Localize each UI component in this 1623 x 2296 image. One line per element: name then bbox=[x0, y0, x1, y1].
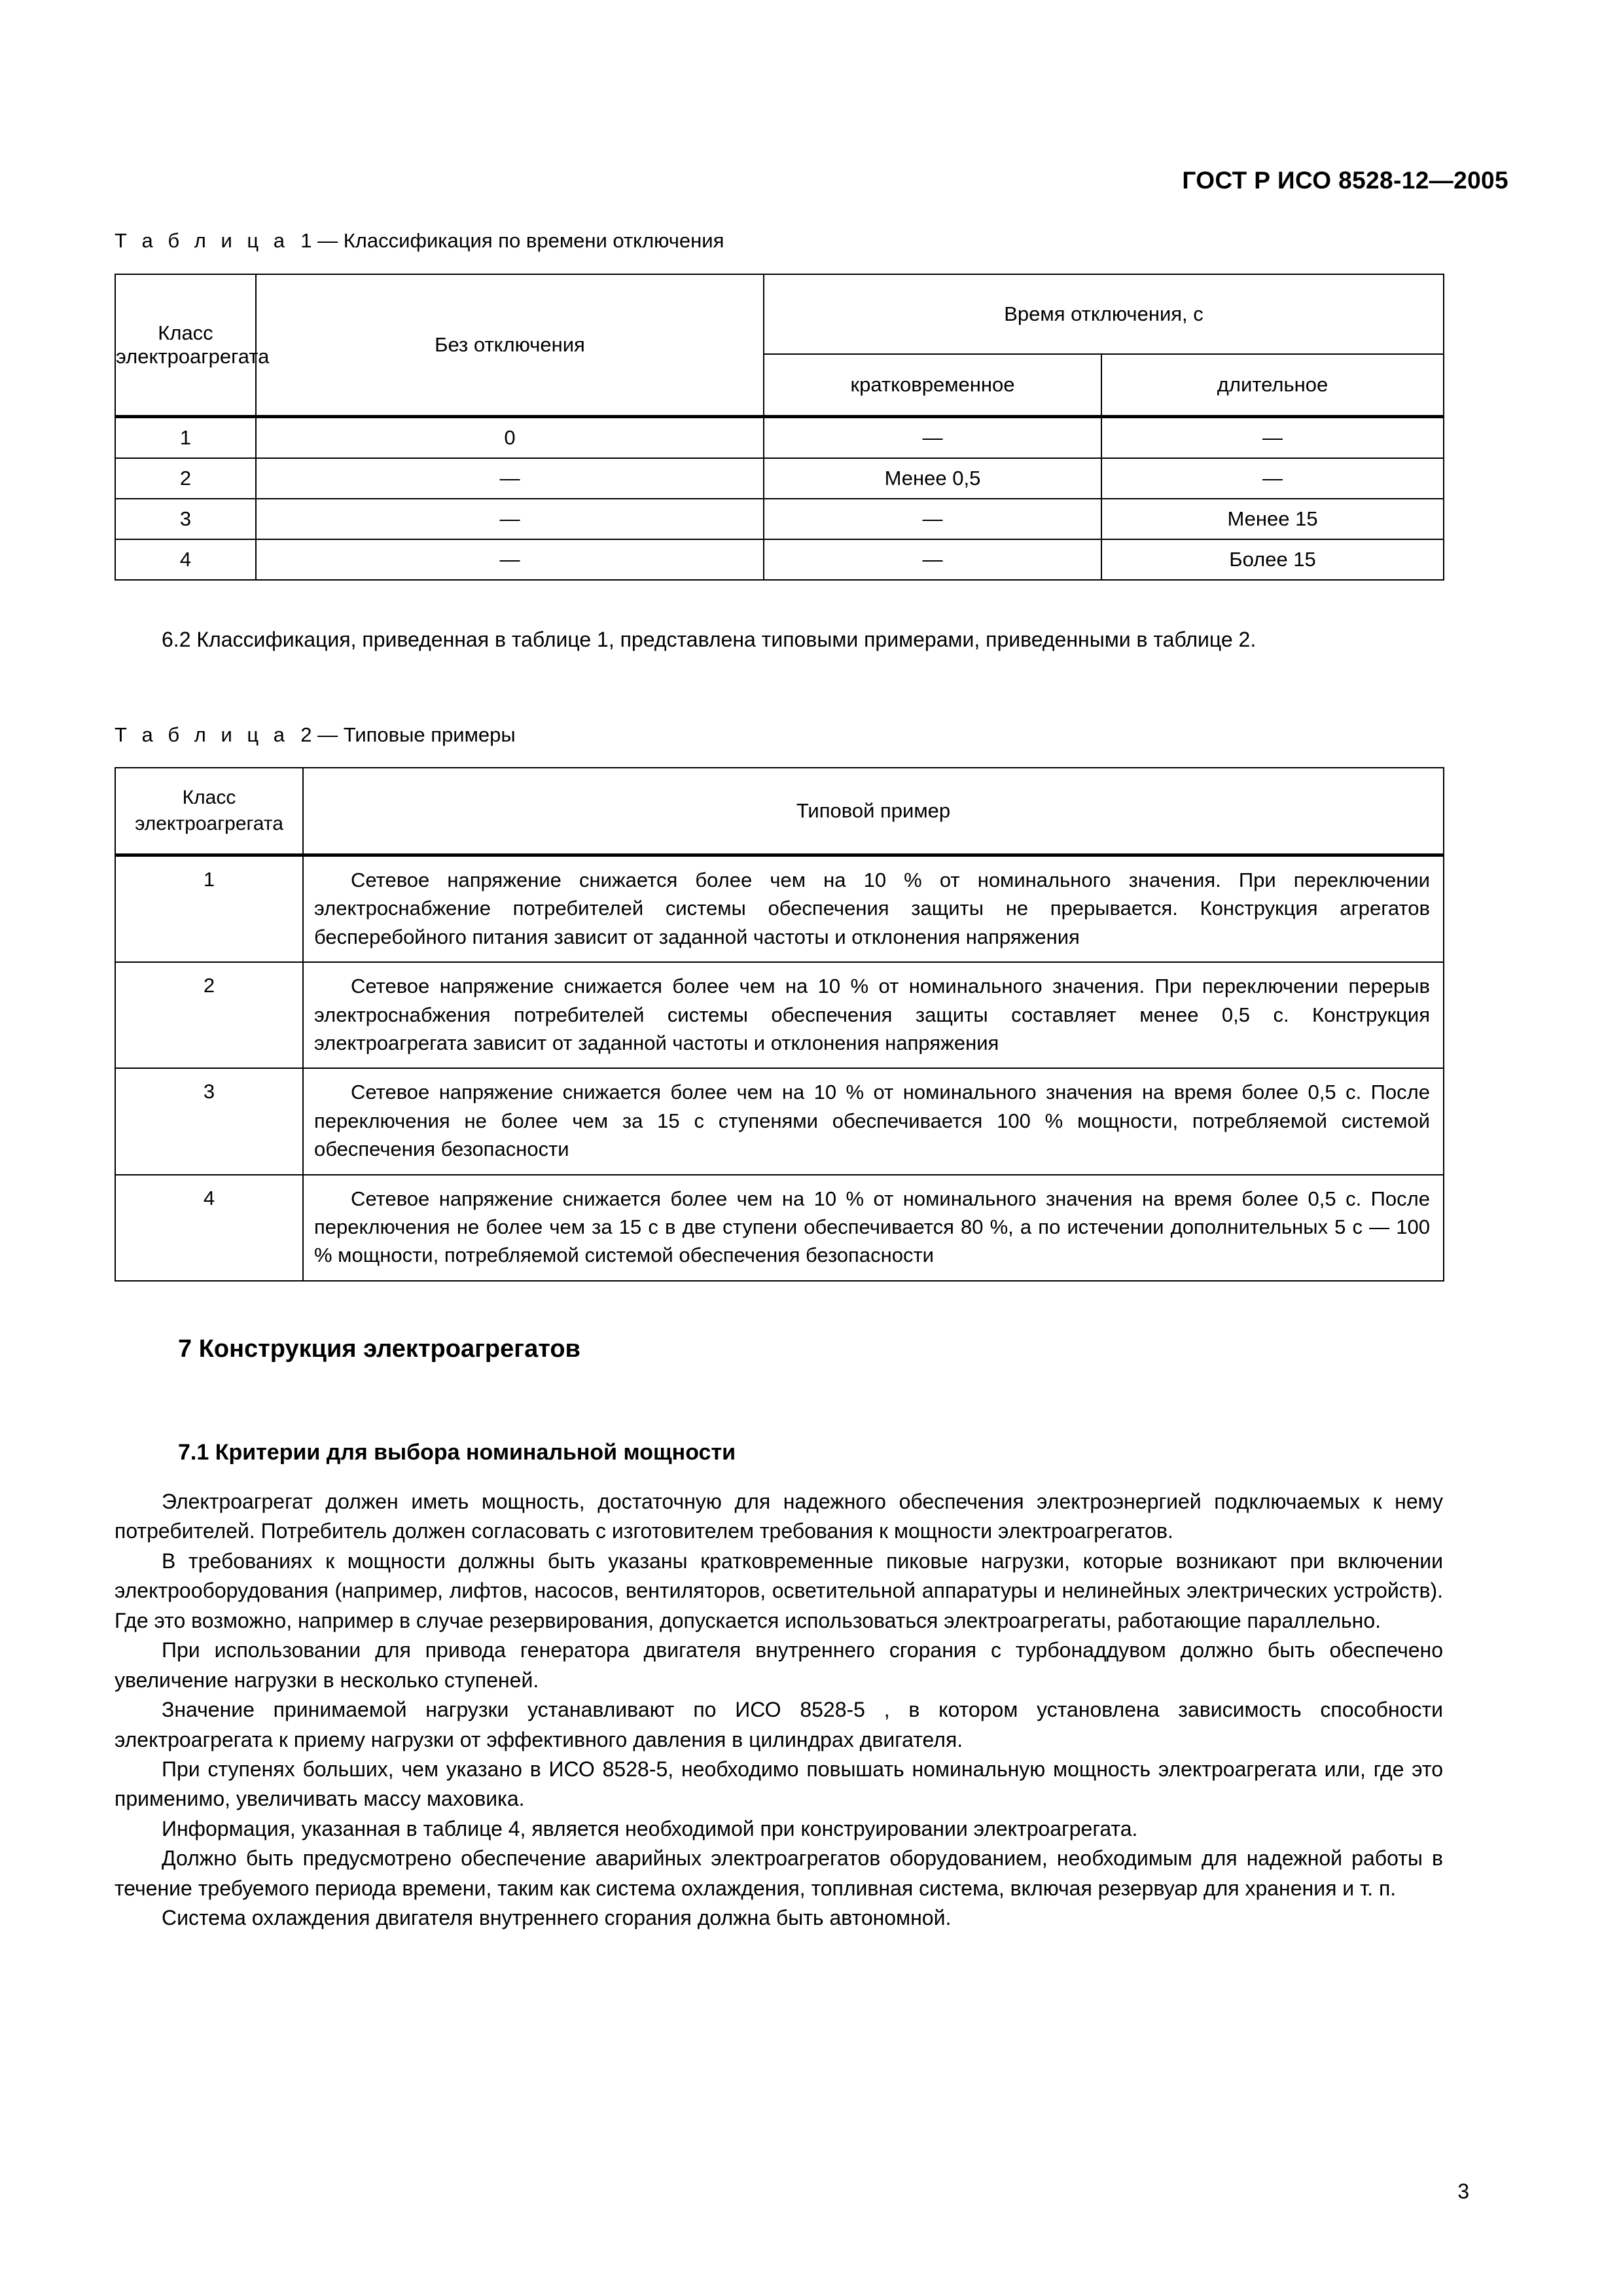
page-number: 3 bbox=[1457, 2179, 1469, 2203]
table1-cell-no-shutdown: 0 bbox=[256, 417, 764, 459]
table-row bbox=[115, 458, 1444, 499]
paragraph: Должно быть предусмотрено обеспечение аварийных электроагрегатов оборудованием, необходимым для надежной работы в течение требуемого периода времени, таким как система охлаждения, топливная система, включая резервуар для хранения и т. п. bbox=[115, 1846, 1443, 1900]
table2-body bbox=[115, 855, 1444, 1281]
table2-cell-class: 4 bbox=[115, 1175, 303, 1281]
table2-caption-title: Типовые примеры bbox=[343, 723, 516, 746]
table1-cell-class: 2 bbox=[115, 458, 256, 499]
table1-cell-short-term: — bbox=[764, 417, 1101, 459]
table2-head bbox=[115, 768, 1444, 855]
table2-cell-example: Сетевое напряжение снижается более чем на 10 % от номинального значения. При переключении электроснабжение потребителей системы обеспечения защиты не прерывается. Конструкция агрегатов бесперебойного питания зависит от заданной частоты и отклонения напряжения bbox=[303, 855, 1444, 963]
document-header: ГОСТ Р ИСО 8528-12—2005 bbox=[1182, 167, 1508, 194]
paragraph: Электроагрегат должен иметь мощность, достаточную для надежного обеспечения электроэнергией подключаемых к нему потребителей. Потребитель должен согласовать с изготовителем требования к мощности электроагрегатов. bbox=[115, 1490, 1443, 1543]
table2-header-example: Типовой пример bbox=[303, 768, 1444, 855]
paragraph: Информация, указанная в таблице 4, является необходимой при конструировании электроагрегата. bbox=[162, 1816, 1138, 1840]
table-row bbox=[115, 417, 1444, 459]
table1-cell-long-term: Более 15 bbox=[1101, 539, 1444, 580]
table2-caption-prefix: Т а б л и ц а bbox=[115, 723, 290, 746]
table2-cell-example: Сетевое напряжение снижается более чем на 10 % от номинального значения на время более 0,5 с. После переключения не более чем за 15 с в две ступени обеспечивается 80 %, а по истечении дополнительных 5 с — 100 % мощности, потребляемой системой обеспечения безопасности bbox=[303, 1175, 1444, 1281]
section-7-1-heading: 7.1 Критерии для выбора номинальной мощности bbox=[178, 1440, 736, 1465]
table2-cell-class: 3 bbox=[115, 1068, 303, 1174]
table1-cell-long-term: — bbox=[1101, 417, 1444, 459]
table1-head bbox=[115, 274, 1444, 417]
table-classification-by-shutdown-time bbox=[115, 274, 1444, 581]
table1-header-class: Класс электроагрегата bbox=[115, 274, 256, 417]
table1-header-shutdown-time: Время отключения, с bbox=[764, 274, 1444, 354]
table1-header-row-1 bbox=[115, 274, 1444, 354]
section-7-heading: 7 Конструкция электроагрегатов bbox=[178, 1335, 580, 1363]
paragraph: Система охлаждения двигателя внутреннего сгорания должна быть автономной. bbox=[162, 1906, 952, 1930]
table1-cell-short-term: Менее 0,5 bbox=[764, 458, 1101, 499]
table-row bbox=[115, 962, 1444, 1068]
table-row bbox=[115, 499, 1444, 539]
table1-cell-class: 4 bbox=[115, 539, 256, 580]
table1-header-no-shutdown: Без отключения bbox=[256, 274, 764, 417]
paragraph: В требованиях к мощности должны быть указаны кратковременные пиковые нагрузки, которые возникают при включении электрооборудования (например, лифтов, насосов, вентиляторов, осветительной аппаратуры и нелинейных электрических устройств). Где это возможно, например в случае резервирования, допускается использоваться электроагрегаты, работающие параллельно. bbox=[115, 1549, 1443, 1632]
table2-cell-class: 2 bbox=[115, 962, 303, 1068]
table1-caption bbox=[115, 229, 1443, 253]
table1-cell-class: 1 bbox=[115, 417, 256, 459]
table2-caption-dash: — bbox=[317, 723, 338, 746]
table2-cell-example: Сетевое напряжение снижается более чем на 10 % от номинального значения на время более 0,5 с. После переключения не более чем за 15 с ступенями обеспечивается 100 % мощности, потребляемой системой обеспечения безопасности bbox=[303, 1068, 1444, 1174]
table2-header-row bbox=[115, 768, 1444, 855]
table-row bbox=[115, 539, 1444, 580]
table1-header-long-term: длительное bbox=[1101, 354, 1444, 417]
table1-cell-no-shutdown: — bbox=[256, 499, 764, 539]
table-row bbox=[115, 1068, 1444, 1174]
table2-header-class-line2: электроагрегата bbox=[135, 813, 283, 834]
table1-cell-long-term: Менее 15 bbox=[1101, 499, 1444, 539]
table2-header-class-line1: Класс bbox=[182, 787, 236, 809]
table1-caption-number: 1 bbox=[300, 229, 312, 252]
table1-caption-title: Классификация по времени отключения bbox=[343, 229, 724, 252]
table1-body bbox=[115, 417, 1444, 581]
clause-6-2-paragraph: 6.2 Классификация, приведенная в таблице 1, представлена типовыми примерами, приведенными в таблице 2. bbox=[162, 628, 1257, 651]
table1-cell-no-shutdown: — bbox=[256, 458, 764, 499]
table1-header-short-term: кратковременное bbox=[764, 354, 1101, 417]
paragraph: При ступенях больших, чем указано в ИСО 8528-5, необходимо повышать номинальную мощность электроагрегата или, где это применимо, увеличивать массу маховика. bbox=[115, 1757, 1443, 1811]
table2-caption bbox=[115, 723, 1443, 747]
table2-cell-class: 1 bbox=[115, 855, 303, 963]
table-row bbox=[115, 855, 1444, 963]
table1-caption-dash: — bbox=[317, 229, 338, 252]
table1-cell-no-shutdown: — bbox=[256, 539, 764, 580]
table-row bbox=[115, 1175, 1444, 1281]
table1-cell-class: 3 bbox=[115, 499, 256, 539]
table2-header-class bbox=[115, 768, 303, 855]
table1-caption-prefix: Т а б л и ц а bbox=[115, 229, 290, 252]
table2-cell-example: Сетевое напряжение снижается более чем на 10 % от номинального значения. При переключении перерыв электроснабжения потребителей системы обеспечения защиты составляет менее 0,5 с. Конструкция электроагрегата зависит от заданной частоты и отклонения напряжения bbox=[303, 962, 1444, 1068]
table1-cell-long-term: — bbox=[1101, 458, 1444, 499]
paragraph: Значение принимаемой нагрузки устанавливают по ИСО 8528-5 , в котором установлена зависимость способности электроагрегата к приему нагрузки от эффективного давления в цилиндрах двигателя. bbox=[115, 1698, 1443, 1751]
paragraph: При использовании для привода генератора двигателя внутреннего сгорания с турбонаддувом должно быть обеспечено увеличение нагрузки в несколько ступеней. bbox=[115, 1638, 1443, 1692]
table-typical-examples bbox=[115, 767, 1444, 1282]
table1-cell-short-term: — bbox=[764, 539, 1101, 580]
table2-caption-number: 2 bbox=[300, 723, 312, 746]
table1-cell-short-term: — bbox=[764, 499, 1101, 539]
